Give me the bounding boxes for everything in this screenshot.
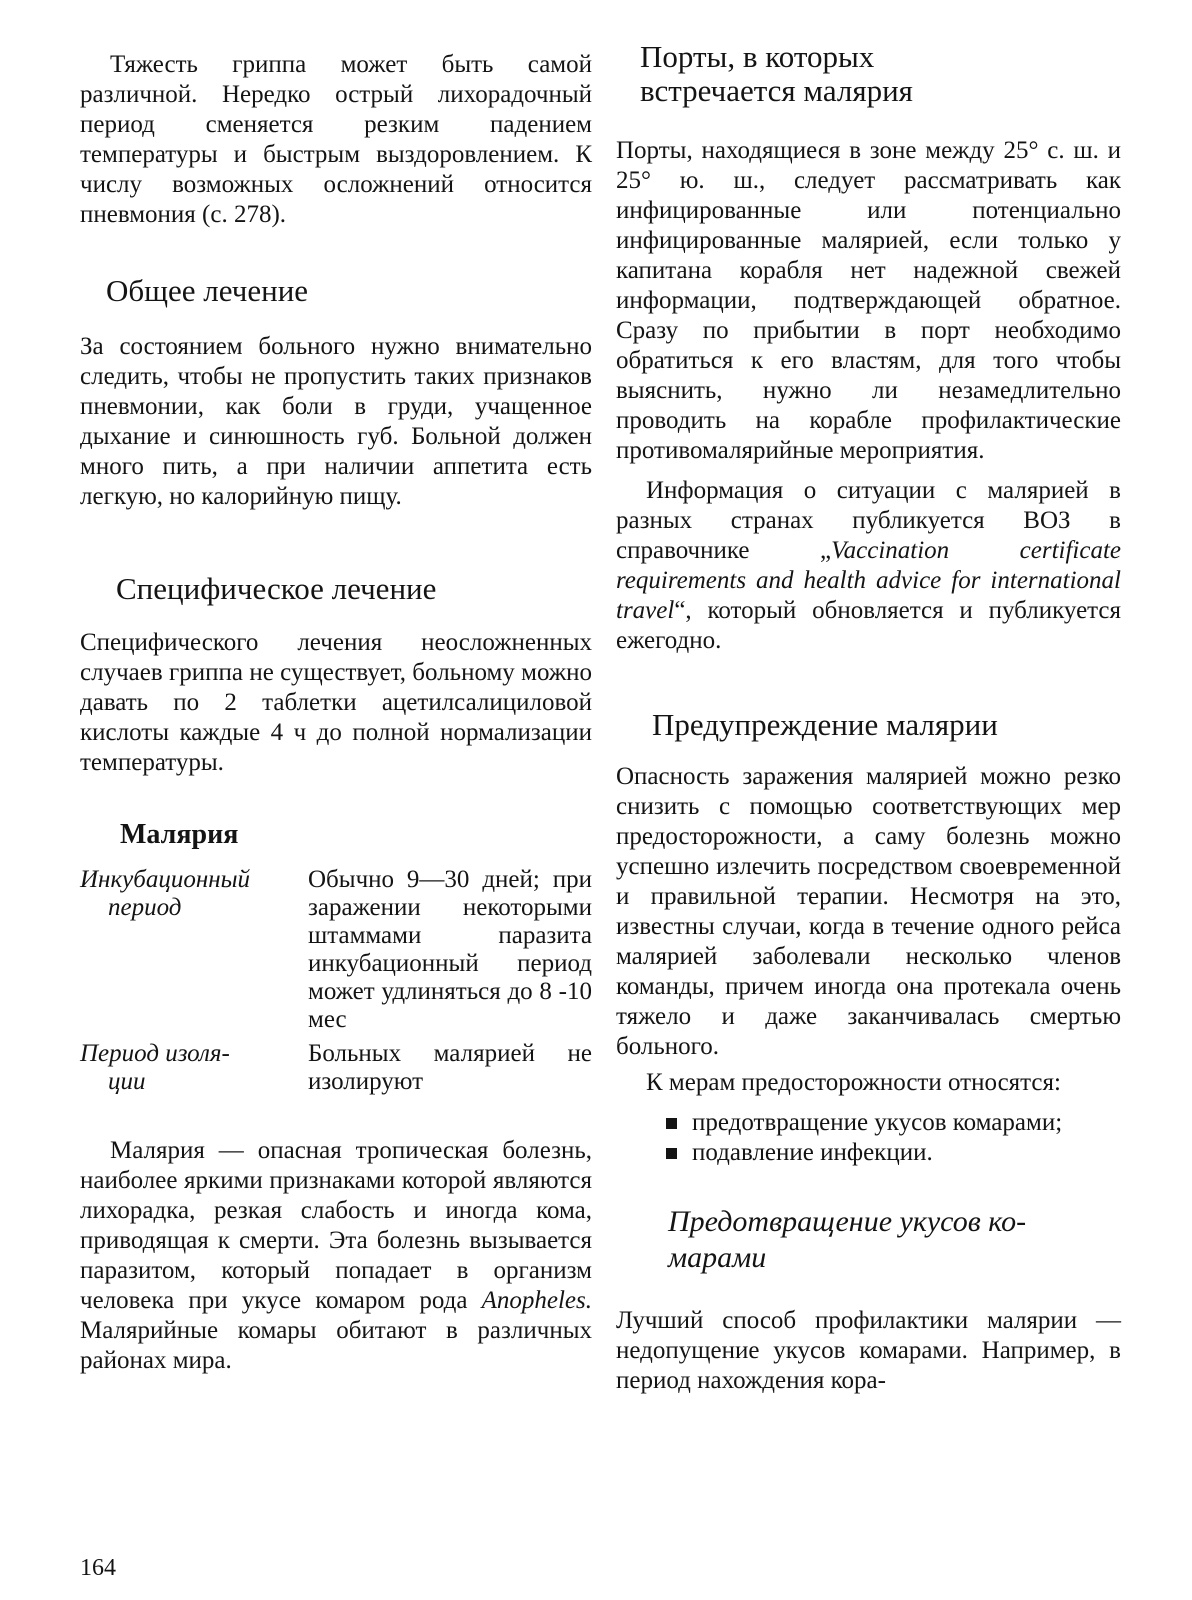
measures-list-item	[666, 1138, 1121, 1168]
square-bullet-icon	[666, 1148, 677, 1159]
malaria-heading: Малярия	[120, 819, 239, 850]
measures-list	[616, 1108, 1121, 1168]
info-paragraph-text-1: Информация о ситуации с малярией в разных странах публикуется ВОЗ в справочнике „	[616, 477, 1121, 564]
info-paragraph-publication-title: Vaccination certificate requirements and health advice for international travel	[616, 537, 1122, 624]
specific-treatment-heading: Специфическое лечение	[116, 571, 437, 606]
general-treatment-paragraph: За состоянием больного нужно внимательно следить, чтобы не пропустить таких признаков пневмонии, как боли в груди, учащенное дыхание и синюшность губ. Больной должен много пить, а при наличии аппетита есть легкую, но калорийную пищу.	[80, 333, 592, 510]
prevention-heading: Предупреждение малярии	[652, 707, 998, 742]
incubation-term-line2: период	[108, 894, 182, 921]
ports-heading	[616, 40, 1121, 108]
bites-heading-line2: марами	[668, 1241, 767, 1274]
page-number: 164	[80, 1555, 116, 1581]
malaria-paragraph	[80, 1136, 592, 1376]
malaria-spec-table	[80, 866, 592, 1096]
measures-intro: К мерам предосторожности относятся:	[646, 1069, 1061, 1096]
bites-prevention-heading	[616, 1204, 1121, 1276]
prevention-paragraph: Опасность заражения малярией можно резко снизить с помощью соответствующих мер предосторожности, а саму болезнь можно успешно излечить посредством своевременной и правильной терапии. Несмотря на это, известны случаи, когда в течение одного рейса малярией заболевали несколько членов команды, причем иногда она протекала очень тяжело и даже заканчивалась смертью больного.	[616, 763, 1121, 1060]
left-column	[80, 40, 592, 1376]
ports-heading-line2: встречается малярия	[640, 73, 913, 108]
isolation-term	[80, 1040, 308, 1096]
incubation-term	[80, 866, 308, 1034]
ports-heading-line1: Порты, в которых	[640, 39, 875, 74]
isolation-term-line1: Период изоля-	[80, 1040, 230, 1067]
malaria-paragraph-text-1: Малярия — опасная тропическая болезнь, наиболее яркими признаками которой являются лихорадка, резкая слабость и иногда кома, приводящая к смерти. Эта болезнь вызывается паразитом, который попадает в организм человека при укусе комаром рода	[80, 1137, 592, 1314]
right-column	[616, 40, 1121, 1396]
measures-list-item	[666, 1108, 1121, 1138]
bites-heading-line1: Предотвращение укусов ко-	[668, 1205, 1027, 1238]
info-paragraph	[616, 476, 1121, 656]
isolation-definition: Больных малярией не изолируют	[308, 1040, 592, 1095]
info-paragraph-text-2: “, который обновляется и публикуется ежегодно.	[616, 597, 1121, 654]
ports-paragraph: Порты, находящиеся в зоне между 25° с. ш. и 25° ю. ш., следует рассматривать как инфицированные или потенциально инфицированные малярией, если только у капитана корабля нет надежной свежей информации, подтверждающей обратное. Сразу по прибытии в порт необходимо обратиться к его властям, для того чтобы выяснить, нужно ли незамедлительно проводить на корабле профилактические противомалярийные мероприятия.	[616, 137, 1121, 464]
incubation-term-line1: Инкубационный	[80, 866, 251, 893]
specific-treatment-paragraph: Специфического лечения неосложненных случаев гриппа не существует, больному можно давать по 2 таблетки ацетилсалициловой кислоты каждые 4 ч до полной нормализации температуры.	[80, 629, 592, 776]
isolation-term-line2: ции	[108, 1068, 146, 1095]
bites-prevention-paragraph: Лучший способ профилактики малярии — недопущение укусов комарами. Например, в период нахождения кора-	[616, 1307, 1121, 1394]
malaria-paragraph-genus: Anopheles.	[481, 1287, 592, 1314]
square-bullet-icon	[666, 1118, 677, 1129]
incubation-definition: Обычно 9—30 дней; при заражении некоторыми штаммами паразита инкубационный период может удлиняться до 8 -10 мес	[308, 866, 592, 1033]
general-treatment-heading: Общее лечение	[106, 273, 309, 308]
intro-paragraph: Тяжесть гриппа может быть самой различной. Нередко острый лихорадочный период сменяется резким падением температуры и быстрым выздоровлением. К числу возможных осложнений относится пневмония (с. 278).	[80, 51, 592, 228]
measures-list-item-text: подавление инфекции.	[692, 1139, 933, 1166]
measures-list-item-text: предотвращение укусов комарами;	[692, 1109, 1063, 1136]
malaria-paragraph-text-2: Малярийные комары обитают в различных районах мира.	[80, 1317, 592, 1374]
